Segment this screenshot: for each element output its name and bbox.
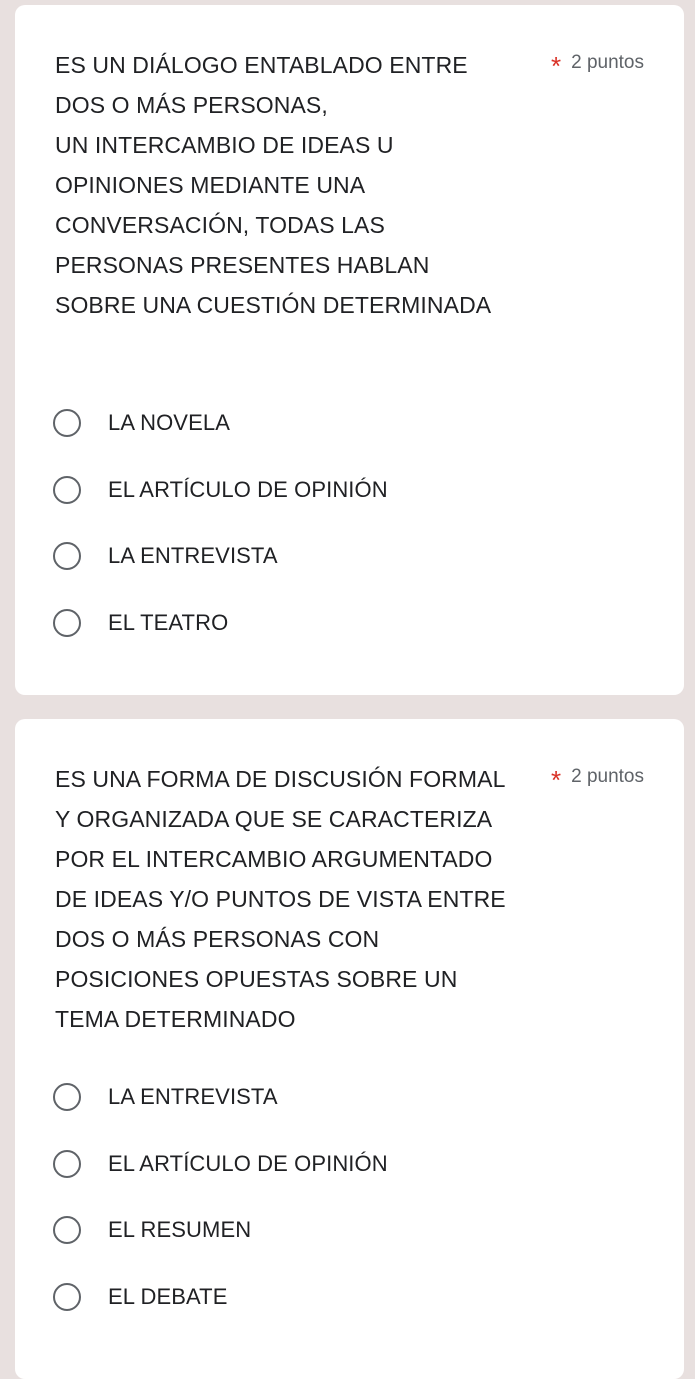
radio-option[interactable]	[53, 457, 388, 524]
question-header	[15, 719, 684, 1039]
radio-option[interactable]	[53, 1131, 388, 1198]
radio-button-icon[interactable]	[53, 1283, 81, 1311]
radio-option[interactable]	[53, 1197, 388, 1264]
radio-option[interactable]	[53, 523, 388, 590]
radio-group	[53, 1064, 388, 1330]
radio-button-icon[interactable]	[53, 1083, 81, 1111]
radio-option[interactable]	[53, 390, 388, 457]
option-label: LA ENTREVISTA	[108, 543, 278, 569]
question-header	[15, 5, 684, 325]
radio-button-icon[interactable]	[53, 1216, 81, 1244]
radio-group	[53, 390, 388, 656]
question-text: ES UNA FORMA DE DISCUSIÓN FORMAL Y ORGANIZADA QUE SE CARACTERIZA POR EL INTERCAMBIO ARGUMENTADO DE IDEAS Y/O PUNTOS DE VISTA ENTRE DOS O MÁS PERSONAS CON POSICIONES OPUESTAS SOBRE UN TEMA DETERMINADO	[55, 766, 506, 1032]
required-asterisk: *	[550, 51, 562, 81]
question-meta	[550, 50, 644, 81]
radio-option[interactable]	[53, 1264, 388, 1331]
option-label: LA NOVELA	[108, 410, 230, 436]
option-label: EL TEATRO	[108, 609, 229, 635]
radio-option[interactable]	[53, 590, 388, 657]
radio-button-icon[interactable]	[53, 542, 81, 570]
option-label: EL DEBATE	[108, 1283, 228, 1309]
radio-option[interactable]	[53, 1064, 388, 1131]
points-label: 2 puntos	[571, 52, 644, 73]
question-meta	[550, 764, 644, 795]
question-text: ES UN DIÁLOGO ENTABLADO ENTRE DOS O MÁS PERSONAS, UN INTERCAMBIO DE IDEAS U OPINIONES MEDIANTE UNA CONVERSACIÓN, TODAS LAS PERSONAS PRESENTES HABLAN SOBRE UNA CUESTIÓN DETERMINADA	[55, 52, 492, 318]
option-label: EL ARTÍCULO DE OPINIÓN	[108, 476, 388, 502]
option-label: EL ARTÍCULO DE OPINIÓN	[108, 1150, 388, 1176]
radio-button-icon[interactable]	[53, 409, 81, 437]
radio-button-icon[interactable]	[53, 1150, 81, 1178]
question-card	[15, 5, 684, 695]
question-card	[15, 719, 684, 1379]
required-asterisk: *	[550, 765, 562, 795]
points-label: 2 puntos	[571, 766, 644, 787]
radio-button-icon[interactable]	[53, 609, 81, 637]
radio-button-icon[interactable]	[53, 476, 81, 504]
option-label: LA ENTREVISTA	[108, 1084, 278, 1110]
option-label: EL RESUMEN	[108, 1217, 252, 1243]
